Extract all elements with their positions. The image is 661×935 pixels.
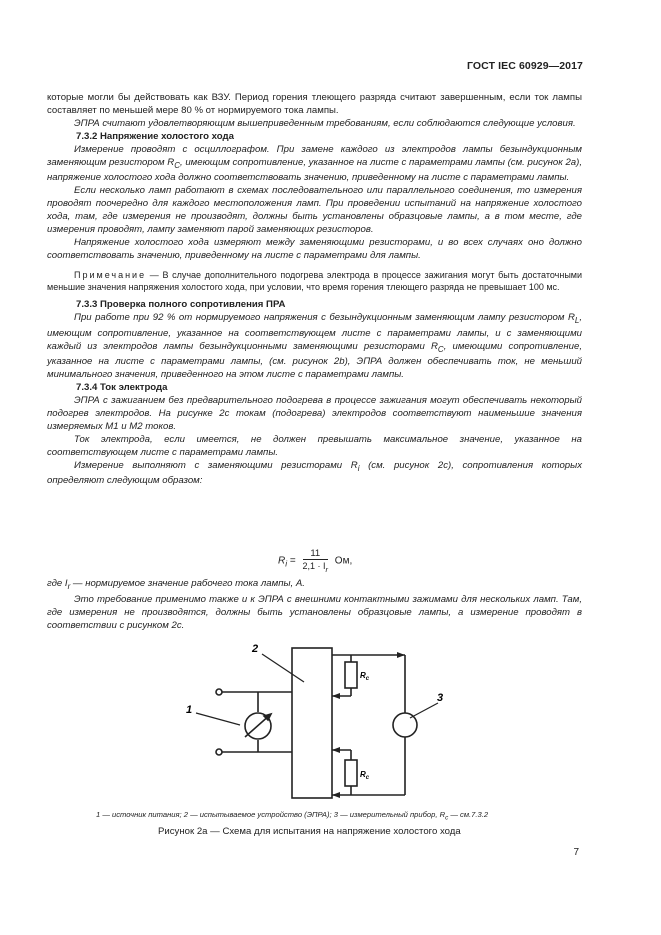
resistor-rc-bottom-icon [345, 760, 357, 786]
section-heading-7-3-4: 7.3.4 Ток электрода [76, 382, 168, 394]
section-heading-7-3-3: 7.3.3 Проверка полного сопротивления ПРА [76, 298, 286, 310]
arrow-icon [397, 652, 405, 658]
formula-ri: $R_i$ = $\frac{11}{2,1 \cdot I_r}$ Ом, [278, 548, 353, 574]
device-box [292, 648, 332, 798]
paragraph: При работе при 92 % от нормируемого напряжения с безындукционным заменяющим лампу резистором $R_L$, имеющим сопротивление, указанное на соответствующем листе с параметрами лампы, и с заменяющими каждый из электродов лампы безындукционными заменяющими резисторами $R_C$, имеющими сопротивление, указанное на листе с параметрами лампы, (см. рисунок 2b), ЭПРА должен обеспечивать ток, не меньший минимального значения, приведенного на этом листе с параметрами лампы. [47, 311, 582, 381]
paragraph: Если несколько ламп работают в схемах последовательного или параллельного соединения, то измерения проводят поочередно для каждого местоположения ламп. При проведении испытаний на напряжение холостого хода, там, где измерения не производят, должны быть установлены образцовые лампы, а в том месте, где измерения проводят, лампу заменяют парой заменяющих резисторов. [47, 185, 582, 235]
arrow-icon [332, 747, 340, 753]
note: Примечание — В случае дополнительного подогрева электрода в процессе зажигания могут быть достаточными меньшие значения напряжения холостого хода, при условии, что время горения тлеющего разряда не превышает 100 мс. [47, 269, 582, 293]
paragraph: Измерение выполняют с заменяющими резисторами $R_i$ (см. рисунок 2c), сопротивления которых определяют следующим образом: [47, 459, 582, 487]
label-meter: 3 [437, 692, 444, 704]
page-number: 7 [573, 847, 579, 858]
section-heading-7-3-2: 7.3.2 Напряжение холостого хода [76, 130, 234, 142]
resistor-rc-top-icon [345, 662, 357, 688]
paragraph: где $I_r$ — нормируемое значение рабочего тока лампы, А. [47, 578, 305, 591]
arrow-icon [332, 693, 340, 699]
label-rc-top: $R_c$ [360, 671, 370, 682]
paragraph: которые могли бы действовать как ВЗУ. Период горения тлеющего разряда считают завершенным, если ток лампы составляет по меньшей мере 80 % от нормируемого тока лампы. [47, 92, 582, 116]
formula-numerator: 11 [303, 548, 329, 560]
source-terminal-bottom [216, 749, 222, 755]
paragraph: Ток электрода, если имеется, не должен превышать максимальное значение, указанное на соответствующем листе с параметрами лампы. [47, 433, 582, 458]
formula-denominator: $2,1 \cdot I_r$ [302, 561, 329, 574]
figure-legend: 1 — источник питания; 2 — испытываемое устройство (ЭПРА); 3 — измерительный прибор, $R_c$ — см.7.3.2 [96, 810, 489, 822]
arrow-icon [332, 792, 340, 798]
paragraph: ЭПРА с зажиганием без предварительного подогрева в процессе зажигания могут обеспечивать некоторый подогрев электродов. На рисунке 2c токам (подогрева) электродов соответствуют наименьшие значения измеряемых М1 и М2 токов. [47, 395, 582, 432]
label-device: 2 [252, 643, 259, 655]
paragraph: Измерение проводят с осциллографом. При замене каждого из электродов лампы безындукционным заменяющим резистором $R_C$, имеющим сопротивление, указанное на листе с параметрами лампы (см. рисунок 2a), напряжение холостого хода должно соответствовать значению, приведенному на листе с параметрами лампы. [47, 143, 582, 184]
source-terminal-top [216, 689, 222, 695]
paragraph: ЭПРА считают удовлетворяющим вышеприведенным требованиям, если соблюдаются следующие условия. [74, 117, 576, 129]
paragraph: Напряжение холостого хода измеряют между заменяющими резисторами, и во всех случаях оно должно соответствовать значению, приведенному на листе с параметрами для лампы. [47, 236, 582, 261]
label-source: 1 [186, 704, 193, 716]
label-rc-bottom: $R_c$ [360, 770, 370, 781]
standard-header: ГОСТ IEC 60929—2017 [466, 60, 583, 72]
figure-title: Рисунок 2а — Схема для испытания на напряжение холостого хода [158, 826, 461, 837]
paragraph: Это требование применимо также и к ЭПРА с внешними контактными зажимами для нескольких ламп. Там, где измерения не производятся, должны быть установлены образцовые лампы, а измерение проводят в соответствии с рисунком 2c. [47, 593, 582, 631]
